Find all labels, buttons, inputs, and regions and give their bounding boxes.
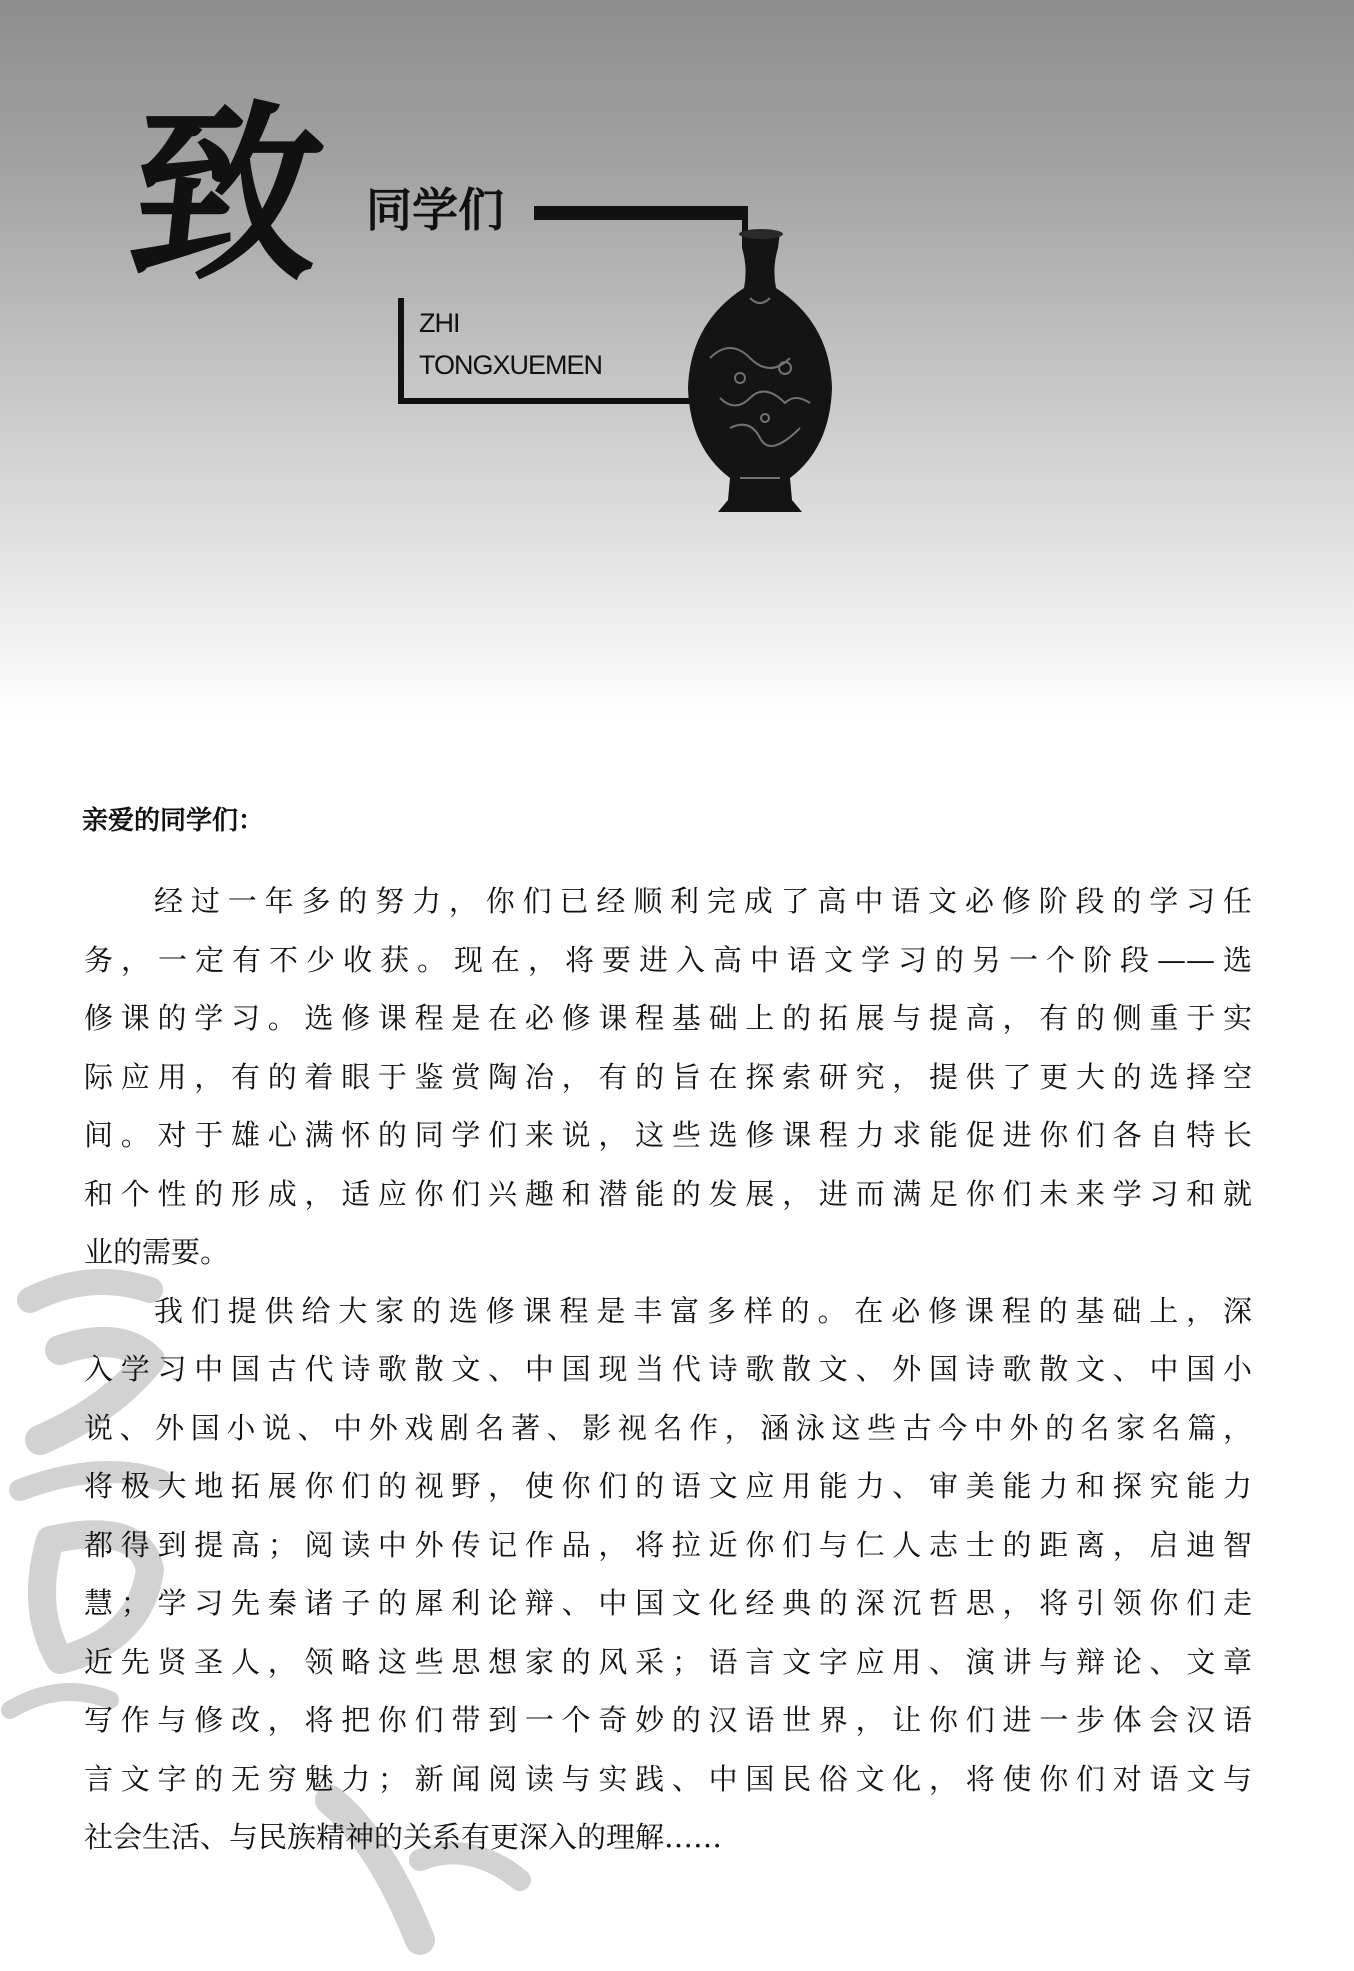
pinyin-line-2: TONGXUEMEN (419, 350, 603, 380)
paragraph-1 (84, 872, 1252, 1282)
text-line: 经过一年多的努力，你们已经顺利完成了高中语文必修阶段的学习任 (154, 884, 1252, 918)
text-line: 务，一定有不少收获。现在，将要进入高中语文学习的另一个阶段——选 (84, 942, 1252, 977)
text-line: 间。对于雄心满怀的同学们来说，这些选修课程力求能促进你们各自特长 (84, 1118, 1252, 1152)
calligraphy-title-char: 致 (120, 83, 334, 306)
text-line: 业的需要。 (84, 1235, 230, 1269)
vase-image (680, 228, 840, 518)
text-line: 将极大地拓展你们的视野，使你们的语文应用能力、审美能力和探究能力 (84, 1469, 1252, 1503)
paragraph-2 (84, 1282, 1252, 1867)
text-line: 修课的学习。选修课程是在必修课程基础上的拓展与提高，有的侧重于实 (84, 1001, 1252, 1035)
text-line: 我们提供给大家的选修课程是丰富多样的。在必修课程的基础上，深 (154, 1293, 1252, 1328)
bracket-vertical-rule (398, 298, 404, 404)
text-line: 社会生活、与民族精神的关系有更深入的理解…… (84, 1820, 723, 1854)
title-rule (534, 206, 748, 220)
greeting: 亲爱的同学们： (82, 806, 265, 836)
page-title: 同学们 (366, 183, 504, 237)
text-line: 都得到提高；阅读中外传记作品，将拉近你们与仁人志士的距离，启迪智 (84, 1527, 1252, 1562)
text-line: 写作与修改，将把你们带到一个奇妙的汉语世界，让你们进一步体会汉语 (84, 1703, 1252, 1737)
letter-body (84, 872, 1252, 1867)
pinyin-line-1: ZHI (419, 308, 460, 338)
bracket-horizontal-rule (398, 398, 708, 404)
text-line: 入学习中国古代诗歌散文、中国现当代诗歌散文、外国诗歌散文、中国小 (84, 1352, 1252, 1386)
text-line: 言文字的无穷魅力；新闻阅读与实践、中国民俗文化，将使你们对语文与 (84, 1761, 1252, 1796)
text-line: 和个性的形成，适应你们兴趣和潜能的发展，进而满足你们未来学习和就 (84, 1176, 1252, 1211)
text-line: 际应用，有的着眼于鉴赏陶冶，有的旨在探索研究，提供了更大的选择空 (84, 1059, 1252, 1094)
text-line: 近先贤圣人，领略这些思想家的风采；语言文字应用、演讲与辩论、文章 (84, 1644, 1252, 1679)
text-line: 说、外国小说、中外戏剧名著、影视名作，涵泳这些古今中外的名家名篇， (84, 1410, 1252, 1445)
text-line: 慧；学习先秦诸子的犀利论辩、中国文化经典的深沉哲思，将引领你们走 (84, 1586, 1252, 1620)
